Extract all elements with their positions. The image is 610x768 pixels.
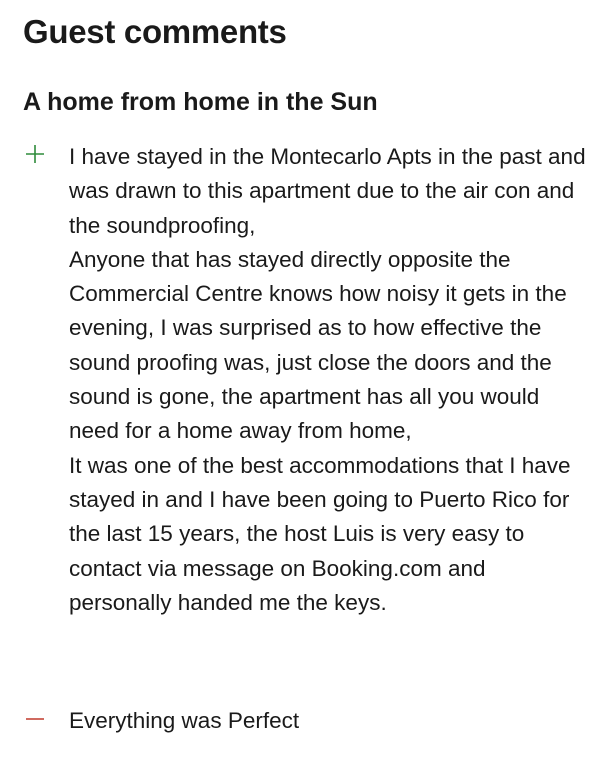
plus-icon [24, 143, 46, 165]
review-title: A home from home in the Sun [23, 88, 378, 116]
minus-icon [24, 708, 46, 730]
negative-comment-text: Everything was Perfect [69, 708, 300, 733]
positive-paragraph: It was one of the best accommodations that I have stayed in and I have been going to Puerto Rico for the last 15 years, the host Luis is very easy to contact via message on Booking.com and personally handed me the keys. [69, 452, 571, 615]
positive-paragraph: I have stayed in the Montecarlo Apts in the past and was drawn to this apartment due to the air con and the soundproofing, [69, 144, 586, 238]
page-title: Guest comments [23, 13, 287, 50]
positive-paragraph: Anyone that has stayed directly opposite the Commercial Centre knows how noisy it gets in the evening, I was surprised as to how effective the sound proofing was, just close the doors and the sound is gone, the apartment has all you would need for a home away from home, [69, 246, 567, 444]
positive-comment-text [69, 140, 594, 620]
